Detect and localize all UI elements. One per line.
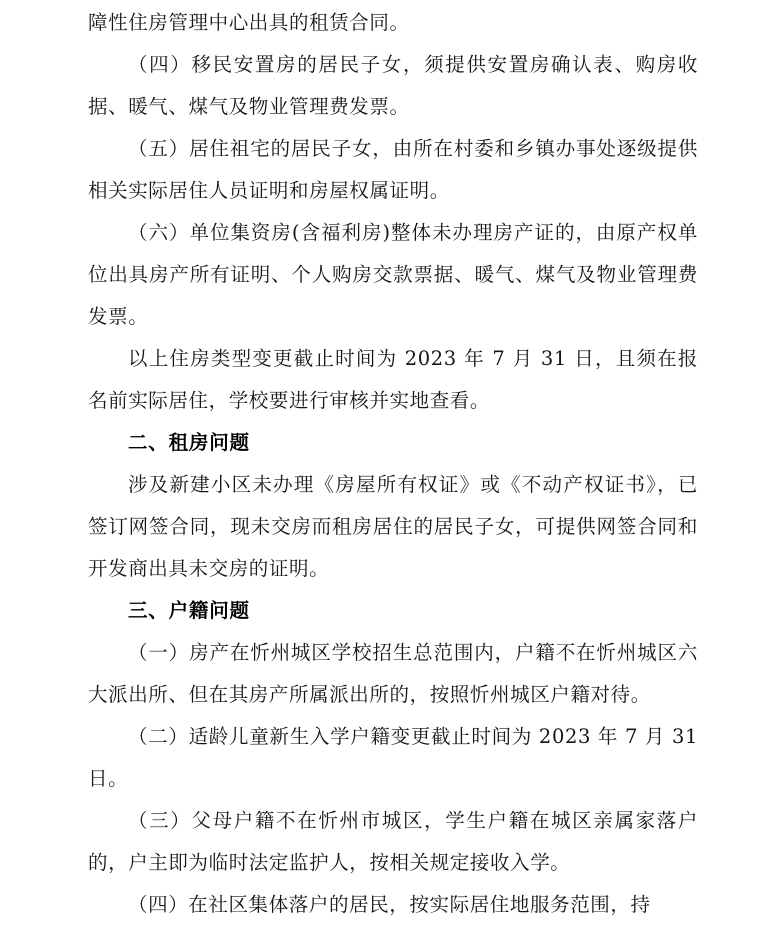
paragraph-housing-deadline: 以上住房类型变更截止时间为 2023 年 7 月 31 日，且须在报名前实际居住，学校要进行审核并实地查看。 xyxy=(88,347,698,412)
paragraph-item-four: （四）移民安置房的居民子女，须提供安置房确认表、购房收据、暖气、煤气及物业管理费发票。 xyxy=(88,53,698,118)
heading-section-two: 二、租房问题 xyxy=(128,431,250,454)
heading-section-three: 三、户籍问题 xyxy=(128,599,250,622)
paragraph-hukou-item-one: （一）房产在忻州城区学校招生总范围内，户籍不在忻州城区六大派出所、但在其房产所属派出所的，按照忻州城区户籍对待。 xyxy=(88,641,698,706)
paragraph-item-five: （五）居住祖宅的居民子女，由所在村委和乡镇办事处逐级提供相关实际居住人员证明和房屋权属证明。 xyxy=(88,137,698,202)
paragraph-hukou-item-four: （四）在社区集体落户的居民，按实际居住地服务范围，持 xyxy=(128,893,651,916)
paragraph-continued: 障性住房管理中心出具的租赁合同。 xyxy=(88,11,410,34)
document-body xyxy=(88,0,698,926)
paragraph-rental-issue: 涉及新建小区未办理《房屋所有权证》或《不动产权证书》，已签订网签合同，现未交房而租房居住的居民子女，可提供网签合同和开发商出具未交房的证明。 xyxy=(88,473,698,580)
paragraph-item-six: （六）单位集资房(含福利房)整体未办理房产证的，由原产权单位出具房产所有证明、个人购房交款票据、暖气、煤气及物业管理费发票。 xyxy=(88,221,698,328)
paragraph-hukou-item-two: （二）适龄儿童新生入学户籍变更截止时间为 2023 年 7 月 31 日。 xyxy=(88,725,698,790)
paragraph-hukou-item-three: （三）父母户籍不在忻州市城区，学生户籍在城区亲属家落户的，户主即为临时法定监护人，按相关规定接收入学。 xyxy=(88,809,698,874)
